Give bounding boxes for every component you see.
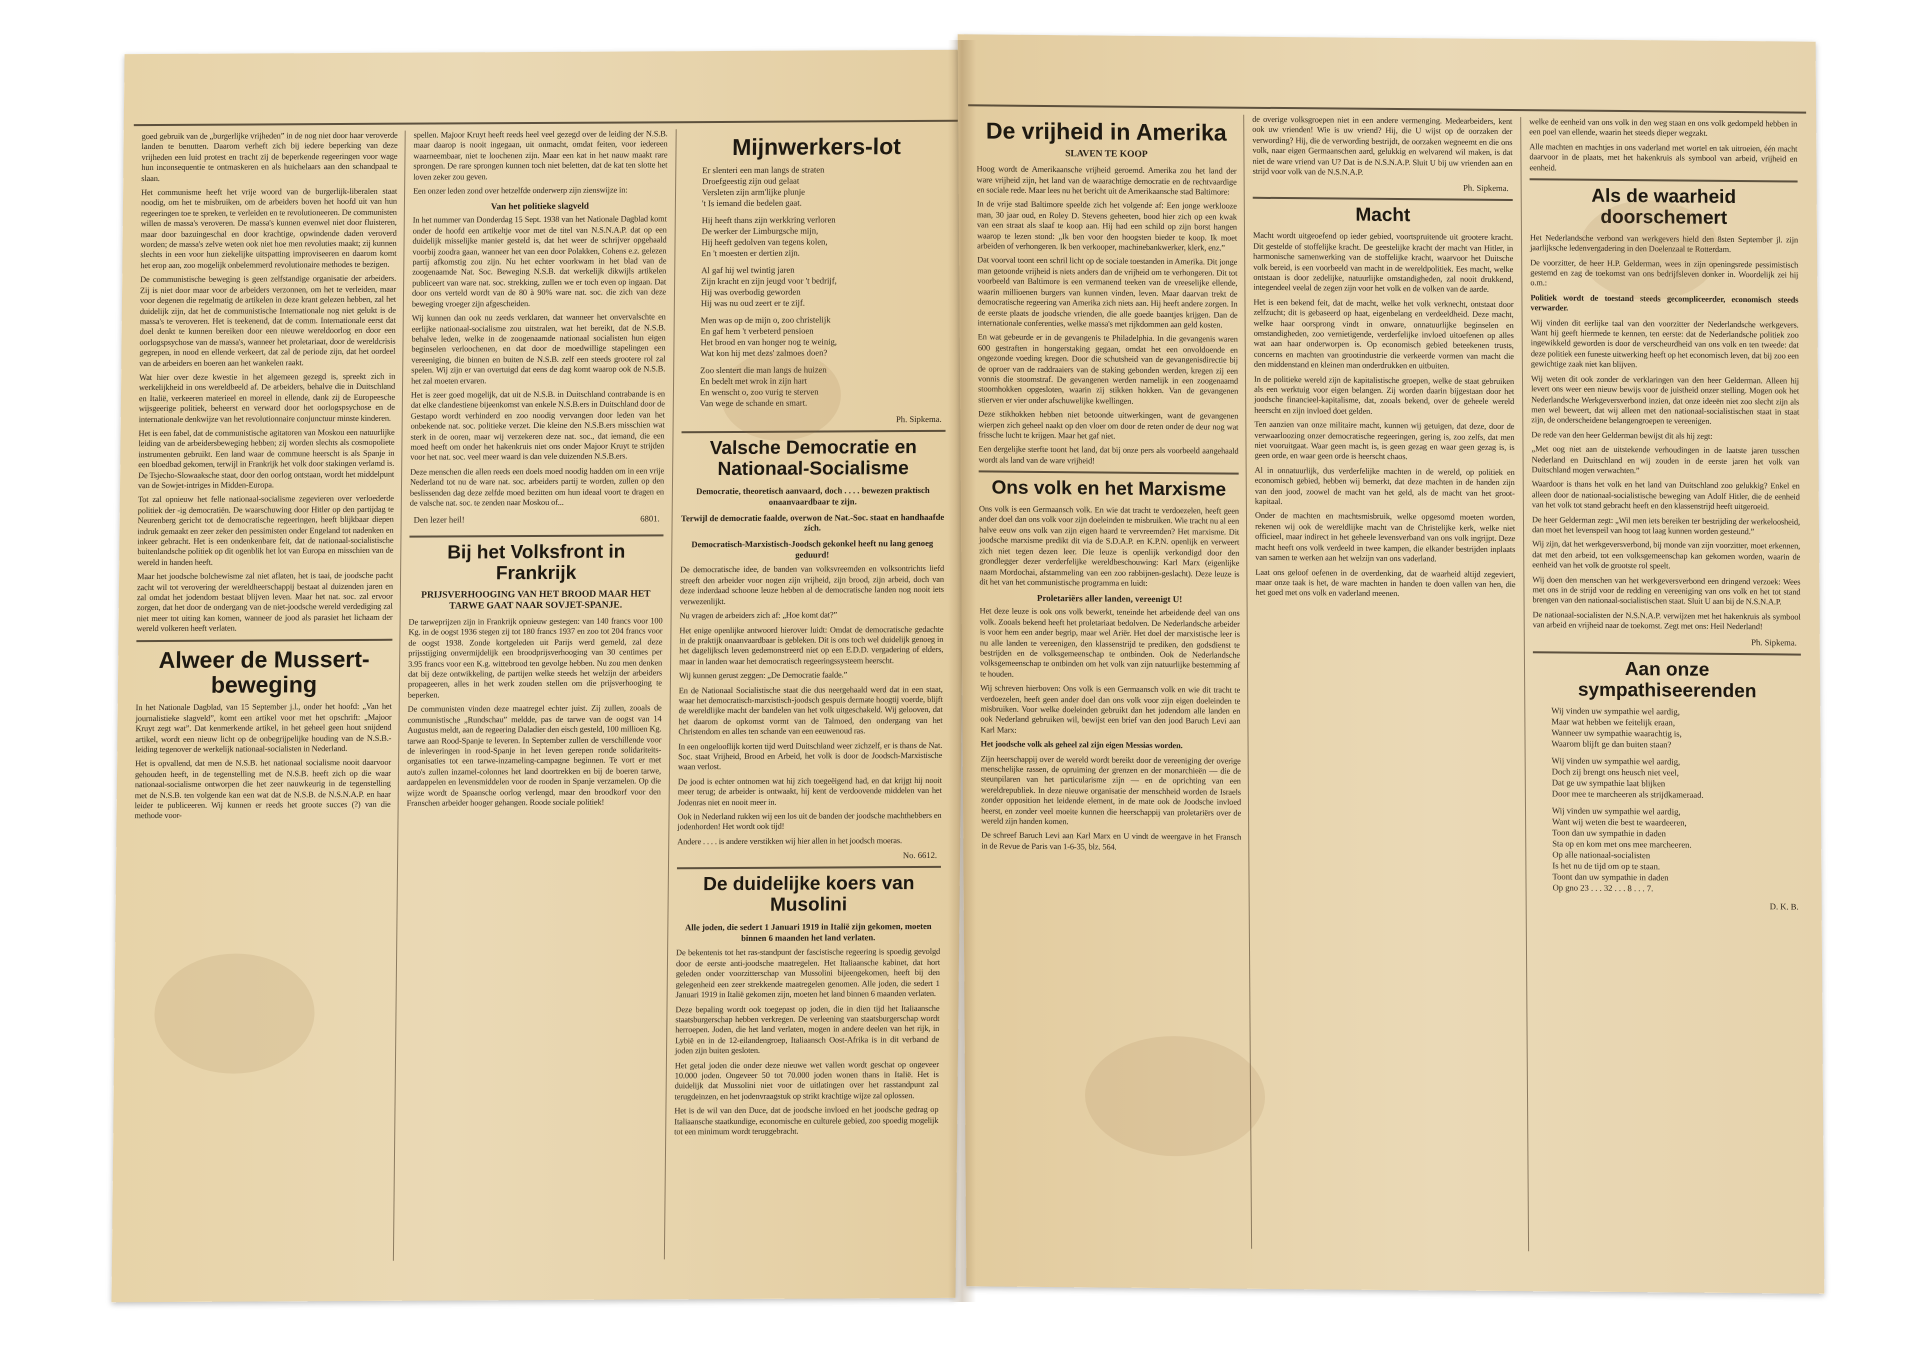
paragraph: Al in onnatuurlijk, dus verderfelijke machten in de wereld, op politiek en economisch gebied, hebben wij bemerkt, dat deze machten in de handen zijn van den jood, zoowel de macht van het geld, als de macht van het groot-kapitaal. bbox=[1254, 465, 1515, 507]
paragraph: Wij zijn, dat het werkgeversverbond, bij monde van zijn voorzitter, moet erkennen, dat met den arbeid, tot een volksgemeenschap kan gekomen worden, waarin de eenheid van het volk de grootste rol speelt. bbox=[1532, 539, 1801, 571]
poem-line: Dat ge uw sympathie laat blijken bbox=[1551, 777, 1666, 789]
left-column-2 bbox=[398, 129, 672, 1260]
poem-line: Maar wat hebben we feitelijk eraan, bbox=[1551, 716, 1676, 728]
paragraph: Wat hier over deze kwestie in het algemeen gezegd is, spreekt zich in werkelijkheid in ons wereldbeeld af. De arbeiders, behalve die in Duitschland en Italië, verkeeren materieel en moreel in ellende, dank zij de Europeesche wijsgeerige politiek, beheerst en verward door het oorlogspsychose en de internationale denkwijze van het revolutionnaire conjunctuur minste kinderen. bbox=[138, 371, 396, 424]
headline: Alweer de Mussert-beweging bbox=[158, 645, 370, 698]
paragraph: Een dergelijke sterfte toont het land, dat bij onze pers als voorbeeld aangehaald wordt als land van de ware vrijheid! bbox=[978, 444, 1239, 466]
paragraph: De communisten vinden deze maatregel echter juist. Zij zullen, zooals de communistische „Rundschau” meldde, pas de tarwe van de oogst van 14 Augustus meldt, aan de regeering Daladier den eisch gesteld, 100 millioen Kg. tarwe aan Rood-Spanje te leveren. In September zullen de verschillende voor de inleveringen in rood-Spanje in het leven gerepen ronde solidariteits-organisaties tot een tarwe-inzameling-campagne beginnen. Te vort er met auto's zullen inzamel-colonnes het land doortrekken en bij de boeren tarwe, aardappelen en levensmiddelen voor de rooden in Spanje verzamelen. Op die wijze wordt de Spaansche oorlog verlengd, maar den broodkorf voor den Franschen arbeider hooger gehangen. Roode sociale politiek! bbox=[406, 703, 662, 808]
section-rule bbox=[1253, 197, 1513, 201]
poem-line: De werker der Limburgsche mijn, bbox=[701, 225, 819, 237]
poem-line: Want wij weten die best te waardeeren, bbox=[1552, 816, 1687, 828]
paragraph: In de vrije stad Baltimore speelde zich het volgende af: Een jonge werklooze man, 30 jaar oud, en Roley D. Stevens geheeten, bood hier zich op een kwak van een straat als slaaf te koop aan. Hij had een schild op zijn borst hangen waarop te lezen stond: „Ik ben voor den hoogsten bieder te koop. Ik moet arbeiden of verhongeren. Ik ben verkooper, machinebankwerker, klerk, enz.” bbox=[976, 199, 1238, 253]
poem-line: Er slenteri een man langs de straten bbox=[702, 164, 825, 176]
poem-line: En gaf hem 't verbeterd pensioen bbox=[700, 325, 814, 337]
right-page bbox=[958, 34, 1825, 1294]
paragraph: Deze stikhokken hebben niet betoonde uitwerkingen, want de gevangenen wierpen zich geheel naakt op den vloer om door de reten onder de deur nog wat frissche lucht te krijgen. Maar het gaf niet. bbox=[978, 409, 1239, 441]
paragraph: Maar het joodsche bolchewisme zal niet aflaten, het is taai, de joodsche pacht zacht wil tot verovering der wereldheerschappij bestaat al duizenden jaren en zal omdat het jodendom bestaat blijven leven. Maar het nat. soc. zal ervoor zorgen, dat het door de ondergang van de niet-joodsche wereld verdediging zal niet meer tot uiting kan komen, wanneer de jood als parasiet het lichaam der wereld volkeren heeft verlaten. bbox=[136, 571, 394, 634]
paragraph: Waardoor is thans het volk en het land van Duitschland zoo gelukkig? Enkel en alleen door de nationaal-socialistische beweging van Adolf Hitler, die de eenheid van het volk tot stand gebracht heeft en den klassenstrijd heeft uitgeroeid. bbox=[1531, 479, 1800, 512]
poem-line: 't Is iemand die bedelen gaat. bbox=[701, 197, 802, 209]
paragraph: Het enige openlijke antwoord hierover luidt: Omdat de democratische gedachte in de praktijk onaanvaardbaar is gebleken. Dit is ons toch wel duidelijk genoeg in het dagelijksch leven gedemonstreerd niet op een E.D.D. vergadering of elders, maar in landen waar het democratisch regeeringssysteem heerscht. bbox=[679, 624, 944, 667]
paragraph: goed gebruik van de „burgerlijke vrijheden” in de nog niet door haar veroverde landen te benutten. Daarom verheft zich bij iedere beperking van deze vrijheden een luid protest en tracht zij de beperkende regeeringen voor wage hun inconsequentie te ontmaskeren en als huichelaars aan den schandpaal te slaan. bbox=[141, 130, 398, 183]
article-musolini bbox=[674, 874, 941, 1138]
poem-line: Wanneer uw sympathie waarachtig is, bbox=[1551, 727, 1682, 739]
paragraph: Het is de wil van den Duce, dat de joodsche invloed en het joodsche gedrag op Italiaansche staatkundige, economische en culturele gebied, zoo spoedig mogelijk tot een minimum wordt teruggebracht. bbox=[674, 1105, 939, 1137]
poem-line: En bedelt met wrok in zijn hart bbox=[700, 375, 808, 387]
poem-line: Versleten zijn arm'lijke plunje bbox=[701, 186, 806, 198]
paragraph: Deze menschen die allen reeds een doels moed noodig hadden om in een vrije Nederland tot nu de ware nat. soc. arbeiders partij te worden, zullen op den beslissenden dag deze zelfde moed bezitten om hun ideaal voort te dragen en de valsche nat. soc. te zenden naar Moskou of... bbox=[409, 466, 665, 508]
signature-row bbox=[410, 512, 664, 531]
article-macht bbox=[1253, 205, 1516, 601]
paragraph: De bekentenis tot het ras-standpunt der fascistische regeering is spoedig gevolgd door de eerste anti-joodsche maatregelen. Het Italiaansche kabinet, dat hort geleden onder voorzitterschap van Mussolini bijeengekomen, heeft bij den gelegenheid een zeer strekkende maatregelen genomen. Alle joden, die sedert 1 Januari 1919 in Italië gekomen zijn, moeten het land binnen 6 maanden verlaten. bbox=[675, 947, 941, 1000]
paragraph: De communistische beweging is geen zelfstandige organisatie der arbeiders. Zij is niet door maar voor de arbeiders verzonnen, om het te verleiden, maar voor degenen die regelmatig de artikelen in deze krant gelezen hebben, zal het duidelijk zijn, dat het de communistische Internationale nog niet gelukt is de massa's te veroveren. Het is teekenend, dat de comm. Internationale eerst dat doel denkt te kunnen bereiken door een nieuwe wereldoorlog en door een oorlogspsychose van de massa's, wanneer het proletariaat, door de wereldcrisis gegrepen, in nood en ellende verkeert, dat zal de periode zijn, dat het oordeel van de arbeiders en boeren aan het wankelen raakt. bbox=[139, 274, 397, 368]
paragraph: In de politieke wereld zijn de kapitalistische groepen, welke de staat gebruiken als een werktuig voor eigen belangen. Zij worden daarin bijgestaan door het joodsche financieel-kapitalisme, dat, zooals bekend, over de geheele wereld heerscht en zijn invloed doet gelden. bbox=[1253, 374, 1515, 416]
paragraph: Andere . . . . is andere verstikken wij hier allen in het joodsch moeras. bbox=[677, 835, 903, 847]
paragraph: Het communisme heeft het vrije woord van de burgerlijk-liberalen staat noodig, om het te misbruiken, om de arbeiders boven het hoofd uit van hun regeeringen toe te spreken, te verleiden en te revolutioneeren. De communisten willen de massa's veroveren. De massa's kunnen evenwel niet door fluisteren, maar door bazuingeschal en door krachtige, opwindende daden veroverd worden; de massa's zelve weten ook niet hoe men revoluties maakt; zij kunnen slechts in een voor hun ziekelijke uitspatting improviseeren en daarom komt het erop aan, zoo mogelijk onbelemmerd revolutionaire methodes te bezigen. bbox=[140, 186, 398, 270]
paragraph: Ook in Nederland rukken wij een los uit de banden der joodsche machthebbers en jodenhorden! Het wordt ook tijd! bbox=[677, 810, 942, 832]
poem-line: Hij heeft gedolven van tegens kolen, bbox=[701, 236, 828, 248]
paragraph: Tot zal opnieuw het felle nationaal-socialisme zegevieren over verloederde politiek der -ig democratiën. De waarschuwing door Hitler op den partijdag te Neurenberg gericht tot de democratische regeeringen, heeft blijkbaar diepen indruk gemaakt en zeer zeker den pessimisten onder Engeland tot nadenken en inkeer gebracht. Het is een ondenkenbare feit, dat de nationaal-socialistische buitenlandsche politiek op dit ogenblik het lot van Europa en misschien van de wereld in handen heeft. bbox=[137, 494, 394, 567]
col1-article bbox=[136, 131, 397, 635]
article-alweer-mussert bbox=[135, 646, 393, 821]
paragraph: Deze bepaling wordt ook toegepast op joden, die in dien tijd het Italiaansche staatsburgerschap hebben verkregen. De verleening van staatsburgerschap wordt herroepen. Joden, die het land verlaten, mogen in andere deelen van het rijk, in Lybië en in de 12-eilandengroep, Italiaansch Oost-Afrika is in dit verband de joden zijn buiten gesloten. bbox=[675, 1003, 940, 1056]
headline: De duidelijke koers van Musolini bbox=[703, 873, 915, 916]
slogan: Proletariërs aller landen, vereenigt U! bbox=[1036, 593, 1183, 605]
right-column-1 bbox=[972, 112, 1248, 1248]
paragraph: Het is een fabel, dat de communistische agitatoren van Moskou een natuurlijke leiding van de arbeidersbeweging hebben; zij worden slechts als cosmopoliete instrumenten gebruikt. Een land waar de commune heerscht is als Spanje in een bloedbad gekomen, terwijl in Frankrijk het volk door stakingen verlamd is. De Tsjecho-Slowaaksche staat, door den oorlog ontstaan, wordt het middelpunt van de Sowjet-intriges in Midden-Europa. bbox=[137, 427, 395, 491]
poem-line: Al gaf hij wel twintig jaren bbox=[701, 264, 795, 276]
poem-line: Wij vinden uw sympathie wel aardig, bbox=[1551, 705, 1680, 717]
subhead: Van het politieke slagveld bbox=[490, 201, 589, 212]
paragraph: Nu vragen de arbeiders zich af: „Hoe komt dat?” bbox=[679, 610, 838, 621]
article-valsche-democratie bbox=[677, 438, 945, 861]
paragraph: De nationaal-socialisten der N.S.N.A.P. verwijzen met het hakenkruis als symbool van arbeid en vrijheid naar de toekomst. Zegt met ons: Heil Nederland! bbox=[1532, 610, 1801, 632]
paragraph: Wij weten dit ook zonder de verklaringen van den heer Gelderman. Alleen hij levert ons weer een nieuw bewijs voor de juistheid onzer stelling. Mogen ook het Nederlandsche Werkgeversverbond inzien, dat onze ideeën niet zoo slecht zijn als men wel beweert, dat wij alleen met den nationaal-socialistischen staat in staat zijn, de onderscheidene belangengroepen te vereenigen. bbox=[1530, 373, 1800, 427]
paragraph: Macht wordt uitgeoefend op ieder gebied, voortspruitende uit grootere kracht. Dit gestelde of stoffelijke kracht. De geestelijke kracht der macht van Hitler, in harmonische samenwerking van de stoffelijke kracht, waarvoor het Duitsche volk bereid, is een voorbeeld van macht in de wereldpolitiek. Ees macht, welke ontstaan is door zedelijke, natuurlijke omstandigheden, zal nooit drukkend, integendeel veelal de zegen zijn voor het volk en de volken van de aarde. bbox=[1252, 231, 1514, 295]
poem-line: En 't moesten er dertien zijn. bbox=[701, 247, 800, 259]
paragraph: welke de eenheid van ons volk in den weg staan en ons volk gedompeld hebben in een poel van ellende, waarin het steeds dieper wegzakt. bbox=[1529, 117, 1798, 139]
paragraph: Het is opvallend, dat men de N.S.B. het nationaal socialisme nooit daarvoor gehouden heeft, in de tegenstelling met de N.S.B. heeft zich op die waar nationaal-socialisme ontworpen die het zeer nauwkeurig in de tegenstelling met de N.S.B. ten volgende kan een wat dat de N.S.B. de N.S.N.A.P. en haar leider te publiceeren. Wij kunnen er reeds het groote succes (?) van die methode voor- bbox=[134, 758, 392, 821]
poem-line: Is het nu de tijd om op te staan. bbox=[1552, 860, 1661, 872]
paragraph: Onder de machten en machtsmisbruik, welke opgesomd moeten worden, rekenen wij ook de wereldlijke macht van de Christelijke kerk, welke niet officieel, maar indirect in het geheele levensverband van ons volk ingrijpt. Deze macht heeft ons volk verdeeld in twee kampen, die elkander bestrijden inplaats van samen te werken aan het welzijn van ons vaderland. bbox=[1254, 511, 1516, 564]
paragraph: De schreef Baruch Levi aan Karl Marx en U vindt de weergave in het Fransch in de Revue de Paris van 1-6-35, blz. 564. bbox=[981, 830, 1242, 852]
paragraph: Ons volk is een Germaansch volk. En wie dat tracht te verdoezelen, heeft geen ander doel dan ons volk voor zijn doeleinden te misbruiken. Wie tracht nu al een halve eeuw ons volk van zijn eigen haard te vervreemden? Het marxisme. Dit joodsche marxisme predikt dit via de S.D.A.P. en K.P.N. openlijk en verweert zich niet tegen dezen leer. Die leuze is openlijk verkondigd door den grondlegger dezer verderfelijke wereldbeschouwing: Karl Marx (eigenlijke naam Mordochai, afstammeling van een zoo rabbijnen-geslacht). Deze leuze is dit het van het communistische programma en luidt: bbox=[978, 504, 1240, 588]
poem-line: En wenscht o, zoo vurig te sterven bbox=[699, 386, 819, 398]
left-column-3 bbox=[669, 128, 953, 1260]
paragraph: En wat gebeurde er in de gevangenis te Philadelphia. In die gevangenis waren 600 gestraften in hongerstaking gegaan, omdat het een onvoldoende en ongezonde voeding kregen. Door die schutsheid van de gevangenisdirectie bij de oproer van de raddraaiers van de staking gebonden werden, kregen zij een vonnis die stoomstraf. De gevangenen werden namelijk in een zoogenaamd stoomhokken opgesloten, waarin zij stikken hokken. Van de gevangenen stierven er vier onder afschuwelijke kwellingen. bbox=[977, 332, 1239, 406]
poem-line: Van wege de schande en smart. bbox=[699, 397, 808, 409]
right-column-2 bbox=[1248, 115, 1524, 1251]
poem-line: Waarom blijft ge dan buiten staan? bbox=[1551, 738, 1672, 750]
paragraph: Het deze leuze is ook ons volk bewerkt, teneinde het arbeidende deel van ons volk. Zooals bekend heeft het proletariaat bedolven. De Nederlandsche arbeider is voor hem een ander begrip, maar wel Ariër. Het doel der marxistische leer is nu alle landen te vereenigen, den klassenstrijd te prediken, den godsdienst te bestrijden en de volksgemeenschap te ontbinden. Ook de Nederlandsche volksgemeenschap te ontbinden om het volk van zijn natuurlijke bestemming af te houden. bbox=[979, 606, 1241, 679]
article-mijnwerkers-lot bbox=[682, 134, 949, 426]
left-page bbox=[111, 50, 968, 1303]
paragraph: In het nummer van Donderdag 15 Sept. 1938 van het Nationale Dagblad komt onder de hoofd een artikeltje voor met de titel van N.S.N.A.P. dat op een duidelijk misselijke manier gesteld is, dat het weer de schrijver opgehaald voorbij zoodra gaan, wanneer het van een door Polakken, Cohens e.z. gelezen partij afkomstig zou zijn. Nu het echter voorkwam in het blad van de zoogenaamde Nat. Soc. Beweging N.S.B. dat werkelijk dikwijls artikelen publiceert van ware nat. soc. strekking, zullen we er toch even op ingaan. Dat door ons verteld wordt van de 80 à 90% ware nat. soc. die zich van deze beweging vroeger zijn afgescheiden. bbox=[411, 214, 667, 309]
paragraph: Hoog wordt de Amerikaansche vrijheid geroemd. Amerika zou het land der ware vrijheid zijn, het land van de waarachtige democratie en de rechtvaardige en sociale rede. Maar lees nu het bericht uit de Amerikaansche stad Baltimore: bbox=[976, 164, 1237, 197]
paragraph bbox=[1256, 603, 1516, 605]
paragraph-quote: Politiek wordt de toestand steeds gecompliceerder, economisch steeds verwarder. bbox=[1530, 293, 1799, 313]
poem-line: Wij vinden uw sympathie wel aardig, bbox=[1551, 755, 1681, 767]
poem-line: Toon dan uw sympathie in daden bbox=[1552, 827, 1666, 839]
signature: Ph. Sipkema. bbox=[1463, 183, 1509, 194]
poem-line: Op alle nationaal-socialisten bbox=[1552, 849, 1651, 861]
paragraph: de overige volksgroepen niet in een andere vermenging. Medearbeiders, kent ook uw vrienden! Wie is uw vriend? Hij, die U wijst op de oorzaken der verwording? Hij, die de verwording bestrijdt, de oorzaken wegneemt en die ons volk, naar eigen Germaanschen aard, gelukkig en welvarend wil maken, is dat niet de ware vriend van U? Dat is de N.S.N.A.P. Sluit U bij uw vrienden aan en strijd voor volk van de N.S.N.A.P. bbox=[1252, 114, 1513, 177]
left-column-1 bbox=[126, 131, 402, 1263]
article-waarheid-doorschemert bbox=[1530, 186, 1801, 647]
headline: De vrijheid in Amerika bbox=[985, 117, 1227, 146]
paragraph: Wij schreven hierboven: Ons volk is een Germaansch volk en wie dit tracht te verdoezelen, heeft geen ander doel dan ons volk voor zijn eigen doeleinden te misbruiken. Voor welke doeleinden gebruikt dan het jodendom alle landen en ook Nederland gebruiken wil, bewijst een brief van den jood Baruch Levi aan Karl Marx: bbox=[980, 683, 1241, 735]
paragraph: spellen. Majoor Kruyt heeft reeds heel veel gezegd over de leiding der N.S.B. maar daarop is nooit ingegaan, uit onmacht, omdat feiten, voor iedereen waarneembaar, niet te loochenen zijn. Maar een kat in het nauw maakt rare sprongen. De rare sprongen kunnen toch niet beletten, dat de kat ten slotte het loven zeker zou geven. bbox=[413, 129, 668, 182]
right-column-3 bbox=[1525, 117, 1809, 1254]
signature-number: No. 6612. bbox=[902, 850, 938, 861]
article-ons-volk-marxisme bbox=[979, 479, 1242, 854]
top-rule bbox=[968, 104, 1806, 113]
article-lead: PRIJSVERHOOGING VAN HET BROOD MAAR HET TARWE GAAT NAAR SOVJET-SPANJE. bbox=[421, 589, 651, 612]
poem-line: Droefgeestig zijn oud gelaat bbox=[702, 175, 800, 187]
signature: Den lezer heil! bbox=[413, 514, 465, 526]
article-lead: Democratisch-Marxistisch-Joodsch gekonkel heeft nu lang genoeg geduurd! bbox=[691, 537, 934, 560]
paragraph: Het getal joden die onder deze nieuwe wet vallen wordt geschat op ongeveer 10.000 joden. Ongeveer 50 tot 70.000 joden wonen thans in Italië. Het is duidelijk dat Mussolini niet voor de uitlatingen over het rasstandpunt zal terugdeinzen, en het jodenvraagstuk op strikt krachtige wijze zal oplossen. bbox=[674, 1059, 939, 1102]
poem-line: Door mee te marcheeren als strijdkameraad. bbox=[1551, 788, 1704, 801]
poem-line: Op gno 23 . . . 32 . . . 8 . . . 7. bbox=[1552, 882, 1654, 894]
section-rule bbox=[677, 866, 941, 869]
paragraph: De rede van den heer Gelderman bewijst dit als hij zegt: bbox=[1531, 429, 1713, 441]
signature: D. K. B. bbox=[1769, 901, 1799, 912]
top-rule bbox=[134, 120, 958, 126]
poem-line: Zoo slentert die man langs de huizen bbox=[700, 364, 827, 376]
paragraph: Wij kunnen gerust zeggen: „De Democratie faalde.” bbox=[678, 670, 848, 681]
paragraph: Wij kunnen dan ook nu zeeds verklaren, dat wanneer het onvervalschte en eerlijke nationaal-socialisme zou uitstralen, wat het bereikt, dat de N.S.B. behalve leden, welke in de zoogenaamde nationaal socialisten hun eigen beginselen verloochenen, en dat door de moedwillige stapelingen een vereeniging, die binnen en buiten de N.S.B. zelf een steeds grootere rol zal spelen. Wij zijn er van overtuigd dat eens de dag komt waarop ook de N.S.B. het zal moeten ervaren. bbox=[411, 312, 666, 386]
paragraph: Wij vinden dit eerlijke taal van den voorzitter der Nederlandsche werkgevers. Want hij geeft hiermede te kennen, ten eerste: dat de Nederlandsche politiek zoo ingewikkeld geworden is door de verscheurdheid van ons volk en ten tweede: dat deze politiek een funeste uitwerking heeft op het economisch leven, dat bij zoo een gewichtige zaak niet kan blijven. bbox=[1530, 317, 1799, 370]
paragraph: Het is een bekend feit, dat de macht, welke het volk verknecht, ontstaat door zelfzucht; dit is gebaseerd op haat, eigenbelang en verdeeldheid. Deze macht, welke haar oorsprong vindt in onware, onnatuurlijke beginselen en omstandigheden, zoo vernietigende, verderfelijke invloed uitoefenen op alles wat aan haar onderworpen is. Op economisch gebied beteekenen trusts, concerns en machten van grootindustrie die verkeerde vormen van macht die den middenstand en kleinen man onderdrukken en uitbuiten. bbox=[1253, 297, 1514, 371]
paragraph: Zijn heerschappij over de wereld wordt bereikt door de vereeniging der overige menschelijke rassen, de opruiming der grenzen en der monarchieën — die de steunpilaren van het particularisme zijn — en de oprichting van een wereldrepubliek. In deze nieuwe organisatie der menschheid worden de Israels zonder opposition het leidende element, in de mate ook de Joodsche invloed heerst, en zonder veel moeite kunnen die heerschappij van proletariërs over de wereld zijn handen komen. bbox=[980, 754, 1242, 827]
paragraph: Dat voorval toont een schril licht op de sociale toestanden in Amerika. Dit jonge man getoonde vrijheid is niets anders dan de vrijheid om te verhongeren. Dit tot voorbeeld van Baltimore is een vermanend teeken van de vreeselijke ellende, waarin millioenen burgers van kunnen vinden, leven. Maar daarvan trekt de democratische regeering van Amerika zich niets aan. Hij heeft andere zorgen. In de eerste plaats de joodsche vrienden, die alle goede baantjes krijgen. Dan de internationale conferenties, welke massa's met rijkdommen aan geld kosten. bbox=[977, 255, 1238, 330]
section-rule bbox=[682, 430, 946, 433]
paragraph: De jood is echter ontnomen wat hij zich toegeëigend had, en dat krijgt hij nooit meer terug; de arbeider is ontwaakt, hij kent de verdoovende middelen van het Jodenras niet en nooit meer in. bbox=[677, 775, 942, 807]
headline: Ons volk en het Marxisme bbox=[991, 477, 1227, 501]
section-rule bbox=[979, 471, 1239, 475]
paragraph: Laat ons geloof oefenen in de overdenking, dat de waarheid altijd zegeviert, maar onze taak is het, de ware machten in handen te doen vallen van hen, die het goed met ons volk en vaderland meenen. bbox=[1255, 567, 1516, 599]
section-rule bbox=[1533, 651, 1801, 655]
paragraph: De voorzitter, de heer H.P. Gelderman, wees in zijn openingsrede pessimistisch gestemd en zag de toekomst van ons bedrijfsleven donker in. Woordelijk zei hij o.m.: bbox=[1530, 257, 1799, 288]
poem-line: Doch zij brengt ons heusch niet veel, bbox=[1551, 766, 1679, 778]
headline: Aan onze sympathiseerenden bbox=[1577, 658, 1757, 702]
section-rule bbox=[1530, 178, 1798, 182]
paragraph: De tarweprijzen zijn in Frankrijk opnieuw gestegen: van 140 francs voor 100 Kg. in de oogst 1936 stegen zij tot 180 francs 1937 en zoo tot 204 francs voor de oogst 1938. Zonde kortgeleden uit Parijs werd gemeld, zal deze prijsstijging onvermijdelijk een broodprijsverhooging van 30 centimes per 3.95 francs voor een K.g. wittebrood ten gevolge hebben. Nu zou men denken dat bij deze ontwikkeling, de partijen welke steeds het welzijn der arbeiders propageeren, alles in het werk zouden stellen om die prijsverhooging te beperken. bbox=[407, 616, 663, 700]
poem-line: Zijn kracht en zijn jeugd voor 't bedrijf, bbox=[701, 275, 837, 287]
paragraph: De democratische idee, de banden van volksvreemden en volksontrichts liefd streeft den arbeider voor nogen zijn vrijheid, zijn brood, zijn arbeid, doch van deze inderdaad schoone leuze hebben al de democratische landen nog nooit iets verwezenlijkt. bbox=[679, 564, 945, 606]
article-lead: Democratie, theoretisch aanvaard, doch . . . . bewezen praktisch onaanvaardbaar te zijn. bbox=[696, 485, 930, 507]
paragraph: Alle machten en machtjes in ons vaderland met wortel en tak uitroeien, één macht daarvoor in de plaats, met het hakenkruis als symbool van arbeid, vrijheid en eenheid. bbox=[1529, 142, 1798, 173]
article-lead: Alle joden, die sedert 1 Januari 1919 in Italië zijn gekomen, moeten binnen 6 maanden het land verlaten. bbox=[685, 920, 932, 943]
poem-line: Sta op en kom met ons mee marcheeren. bbox=[1552, 838, 1692, 851]
paragraph: „Met oog niet aan de uitstekende verhoudingen in de laatste jaren tusschen Nederland en Duitschland en wij zouden in de eerste jaren het volk van Duitschland mogen verwachten.” bbox=[1531, 444, 1800, 476]
poem-line: Wij vinden uw sympathie wel aardig, bbox=[1551, 805, 1681, 817]
paragraph: En de Nationaal Socialistische staat die dus neergehaald werd dat in een staat, waar het democratisch-marxistisch-joodsch gespuis dermate hoogtij voerde, blijft de wereldlijke macht der bandelen van het volk uitgeschakeld. Wij gelooven, dat het daarom de opkomst vormt van de Talmoed, den ondergang van het Christendom en alles ten schande van een eeuwenoud ras. bbox=[678, 684, 943, 737]
paragraph: In het Nationale Dagblad, van 15 September j.l., onder het hoofd: „Van het journalistieke slagveld”, komt een artikel voor met het opschrift: „Majoor Kruyt zegt wat”. Dat kenmerkende artikel, in het geheel geen hout snijdend artikel, wordt een nieuw licht op de onbegrijpelijke houding van de N.S.B.-leiding tegenover de werkelijk nationaal-socialisten in Nederland. bbox=[135, 702, 392, 755]
headline: Bij het Volksfront in Frankrijk bbox=[447, 541, 626, 585]
paragraph: In een ongelooflijk korten tijd werd Duitschland weer zichzelf, er is thans de Nat. Soc. staat Vrijheid, Brood en Arbeid, het volk is door de Joodsch-Marxistische waan verlost. bbox=[677, 740, 943, 772]
headline: Mijnwerkers-lot bbox=[732, 133, 902, 160]
paragraph: De heer Gelderman zegt: „Wil men iets bereiken ter bestrijding der werkeloosheid, dan moet het levenspeil van hoog tot laag kunnen worden gesteund.” bbox=[1531, 514, 1801, 537]
section-rule bbox=[409, 535, 663, 538]
article-vrijheid-amerika bbox=[976, 118, 1238, 467]
paragraph: Het Nederlandsche verbond van werkgevers hield den 8sten September jl. zijn jaarlijksche ledenvergadering in den Doelenzaal te Rotterdam. bbox=[1529, 233, 1799, 255]
poem-line: Het brood en van honger nog te weinig, bbox=[700, 336, 838, 348]
poem-line: Men was op de mijn o, zoo christelijk bbox=[700, 314, 831, 326]
signature: Ph. Sipkema. bbox=[895, 414, 942, 425]
article-volksfront bbox=[407, 543, 664, 809]
paragraph: Het is zeer goed mogelijk, dat uit de N.S.B. in Duitschland contrabande is en dat elke clandestiene bijeenkomst van enkele N.S.B.ers in Duitschland door de Gestapo wordt verhinderd en zoo noodig vervangen door leden van het onbekende nat. soc. politieke verzet. Die kleine den N.S.B.ers misschien wat sterk in de ooren, maar wij verzekeren deze nat. soc., dat iemand, die een moed heeft om onder het hakenkruis niet ons onder Majoor Kruyt te strijden voor het nat. soc. veel meer waard is dan vele duizenden N.S.B.ers. bbox=[410, 389, 665, 463]
signature: Ph. Sipkema. bbox=[1751, 636, 1797, 648]
paragraph: Een onzer leden zond over hetzelfde onderwerp zijn zienswijze in: bbox=[413, 185, 628, 196]
poem-line: Hij was overbodig geworden bbox=[700, 286, 801, 298]
headline: Valsche Democratie en Nationaal-Socialisme bbox=[709, 437, 917, 481]
poem-line: Wat kon hij met dezs' zalmoes doen? bbox=[700, 347, 828, 359]
poem-line: Hij heeft thans zijn werkkring verloren bbox=[701, 214, 836, 226]
headline: Macht bbox=[1355, 205, 1411, 227]
poem bbox=[1551, 706, 1802, 896]
signature-number: 6801. bbox=[640, 513, 660, 524]
poem-line: Toont dan uw sympathie in daden bbox=[1552, 871, 1669, 883]
article-sympathiseerenden bbox=[1533, 659, 1803, 912]
article-lead: Terwijl de democratie faalde, overwon de Nat.-Soc. staat en handhaafde zich. bbox=[680, 511, 945, 533]
headline: Als de waarheid doorschemert bbox=[1591, 185, 1737, 229]
paragraph: Wij doen den menschen van het werkgeversverbond een dringend verzoek: Wees met ons in de strijd voor de redding en vereeniging van ons volk en het tot stand brengen van den nationaal-socialistischen staat. Sluit U aan bij de N.S.N.A.P. bbox=[1532, 574, 1801, 607]
section-rule bbox=[136, 638, 392, 641]
paragraph: Ten aanzien van onze militaire macht, kunnen wij getuigen, dat deze, door de verwaarloozing onzer democratische regeeringen, gering is, zoo zelfs, dat men niet vooruitgaat. Waar geen macht is, is geen gezag en waar geen gezag is, is geen orde, en waar geen orde is heerscht chaos. bbox=[1254, 420, 1515, 462]
paragraph-quote: Het joodsche volk als geheel zal zijn eigen Messias worden. bbox=[980, 739, 1183, 751]
poem bbox=[700, 164, 949, 409]
article-subtitle: SLAVEN TE KOOP bbox=[1065, 149, 1148, 161]
poem-line: Hij was nu oud zeert er te zijf. bbox=[700, 297, 805, 309]
